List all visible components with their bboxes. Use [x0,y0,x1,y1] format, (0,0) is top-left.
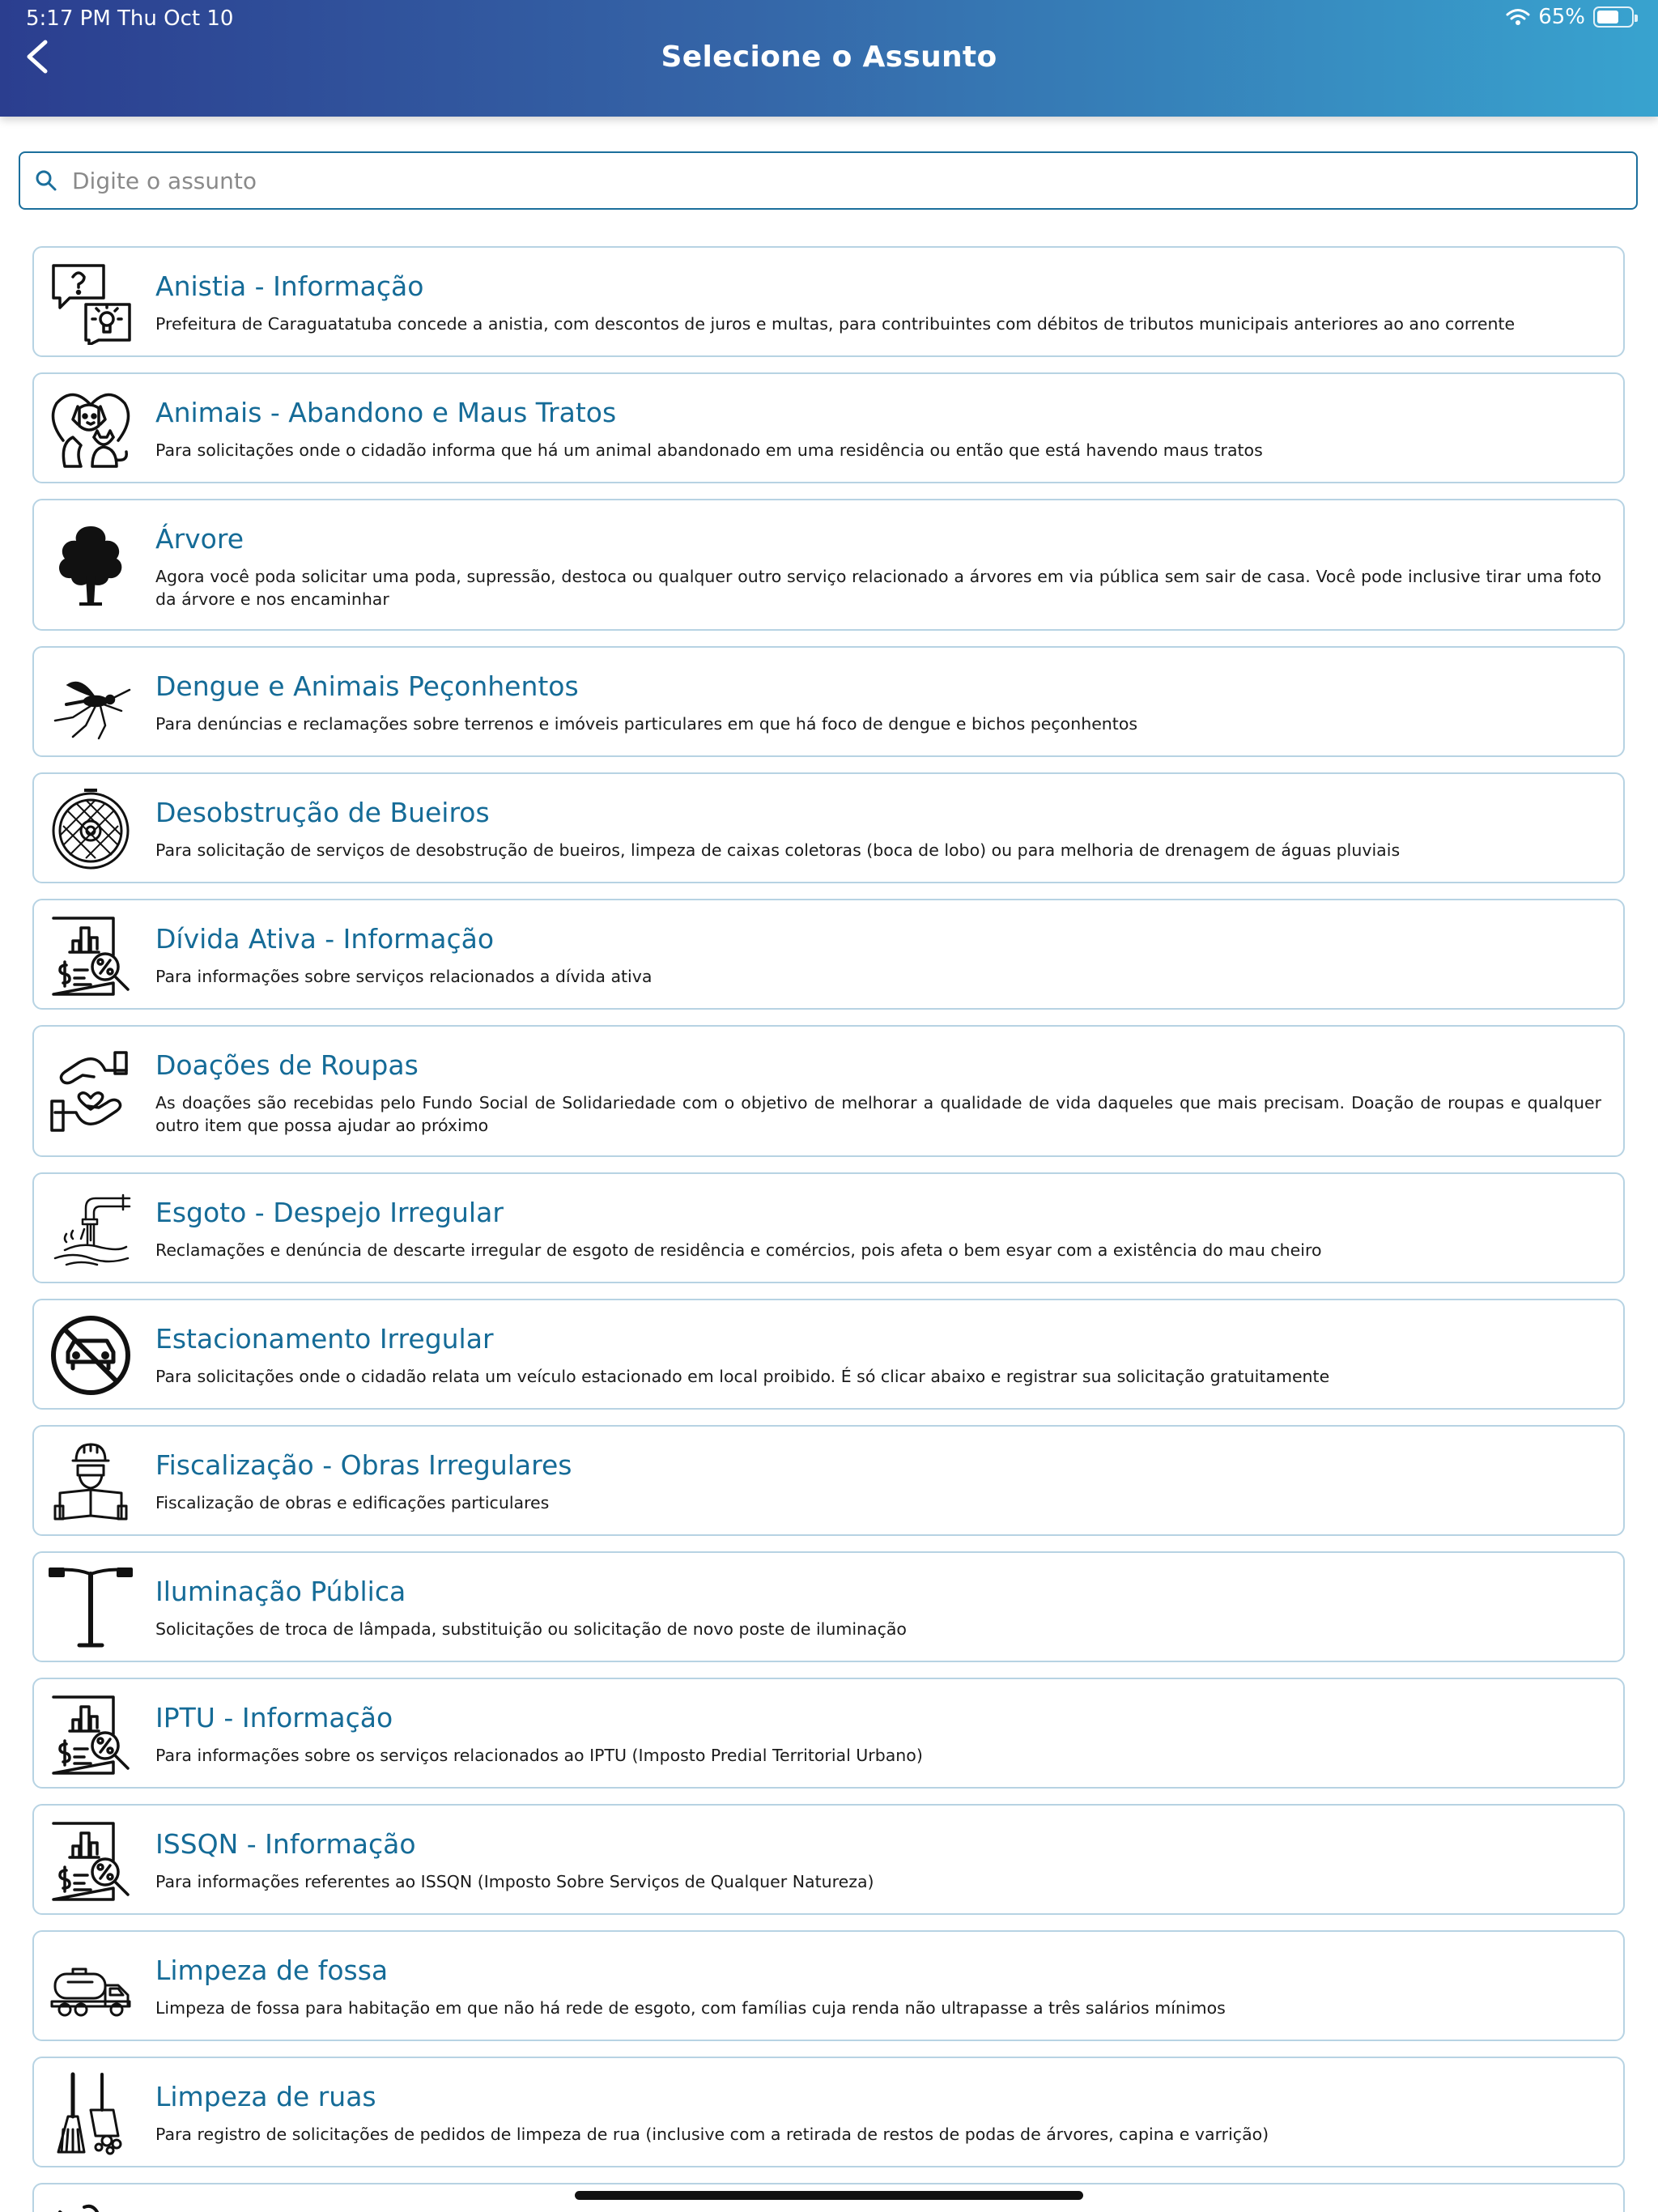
status-date: Thu Oct 10 [117,6,234,31]
search-input[interactable] [72,168,1610,194]
pets-heart-icon [49,387,133,471]
tax-report-icon [49,913,133,998]
subject-card-divida-ativa[interactable] [32,899,1625,1010]
page-title: Selecione o Assunto [661,40,997,74]
subject-title: IPTU - Informação [155,1702,393,1733]
subject-title: Anistia - Informação [155,270,424,302]
subject-card-bueiros[interactable] [32,772,1625,883]
status-indicators [1506,5,1634,29]
subject-card-fiscalizacao[interactable] [32,1425,1625,1536]
status-time: 5:17 PM [26,6,111,31]
subject-title: Dengue e Animais Peçonhentos [155,670,579,702]
subject-title: Esgoto - Despejo Irregular [155,1197,504,1228]
battery-level [1597,11,1618,23]
donation-hands-icon [49,1049,133,1134]
subject-description: Para informações sobre serviços relacionados a dívida ativa [155,967,653,986]
subject-title: ISSQN - Informação [155,1828,416,1860]
subject-title: Estacionamento Irregular [155,1323,494,1355]
subject-card-dengue[interactable] [32,646,1625,757]
tree-icon [49,523,133,607]
tax-report-icon [49,1692,133,1776]
subject-card-anistia[interactable] [32,246,1625,357]
subject-title: Limpeza de ruas [155,2081,376,2112]
subject-description: Para denúncias e reclamações sobre terrenos e imóveis particulares em que há foco de dengue e bichos peçonhentos [155,714,1138,734]
subject-description: Para solicitação de serviços de desobstrução de bueiros, limpeza de caixas coletoras (boca de lobo) ou para melhoria de drenagem de águas pluviais [155,840,1401,860]
partial-icon [49,2197,133,2212]
tank-truck-icon [49,1945,133,2029]
subject-list [32,246,1625,2212]
subject-card-limpeza-fossa[interactable] [32,1930,1625,2041]
construction-inspector-icon [49,1440,133,1524]
subject-card-iluminacao[interactable] [32,1551,1625,1662]
no-parking-car-icon [49,1313,133,1397]
subject-title: Limpeza de fossa [155,1955,389,1986]
app-header [0,0,1658,117]
tax-report-icon [49,1819,133,1903]
subject-description: Para solicitações onde o cidadão informa que há um animal abandonado em uma residência ou então que está havendo maus tratos [155,440,1263,460]
subject-description: Prefeitura de Caraguatatuba concede a anistia, com descontos de juros e multas, para contribuintes com débitos de tributos municipais anteriores ao ano corrente [155,314,1516,334]
battery-percent: 65% [1538,5,1585,29]
subject-description: Limpeza de fossa para habitação em que não há rede de esgoto, com famílias cuja renda não ultrapasse a três salários mínimos [155,1998,1226,2018]
street-lamp-icon [49,1566,133,1650]
subject-description: Para informações sobre os serviços relacionados ao IPTU (Imposto Predial Territorial Urbano) [155,1746,923,1765]
subject-card-esgoto[interactable] [32,1172,1625,1283]
search-box[interactable] [19,151,1638,210]
manhole-icon [49,787,133,871]
subject-card-arvore[interactable] [32,499,1625,631]
sewage-pipe-icon [49,1187,133,1271]
subject-description: Reclamações e denúncia de descarte irregular de esgoto de residência e comércios, pois afeta o bem esyar com a existência do mau cheiro [155,1240,1322,1260]
wifi-icon [1506,7,1530,27]
subject-description: Para registro de solicitações de pedidos de limpeza de rua (inclusive com a retirada de restos de podas de árvores, capina e varrição) [155,2125,1269,2144]
subject-card-issqn[interactable] [32,1804,1625,1915]
subject-card-estacionamento[interactable] [32,1299,1625,1410]
subject-card-animais[interactable] [32,372,1625,483]
subject-card-limpeza-ruas[interactable] [32,2057,1625,2167]
subject-title: Dívida Ativa - Informação [155,923,495,955]
subject-description: Solicitações de troca de lâmpada, substituição ou solicitação de novo poste de iluminação [155,1619,907,1639]
subject-title: Fiscalização - Obras Irregulares [155,1449,572,1481]
subject-title: Desobstrução de Bueiros [155,797,490,828]
subject-title: Animais - Abandono e Maus Tratos [155,397,617,428]
home-indicator[interactable] [575,2191,1083,2200]
subject-card-doacoes[interactable] [32,1025,1625,1157]
subject-description: Para informações referentes ao ISSQN (Imposto Sobre Serviços de Qualquer Natureza) [155,1872,874,1891]
subject-card-iptu[interactable] [32,1678,1625,1789]
battery-icon [1593,6,1634,28]
subject-title: Árvore [155,523,244,555]
mosquito-icon [49,661,133,745]
question-chat-icon [49,261,133,345]
subject-description: Para solicitações onde o cidadão relata um veículo estacionado em local proibido. É só clicar abaixo e registrar sua solicitação gratuitamente [155,1367,1330,1386]
search-icon [35,169,57,192]
broom-icon [49,2071,133,2155]
subject-title: Iluminação Pública [155,1576,406,1607]
subject-description: As doações são recebidas pelo Fundo Social de Solidariedade com o objetivo de melhorar a qualidade de vida daqueles que mais precisam. Doação de roupas e qualquer outro item que possa ajudar ao próximo [155,1093,1601,1135]
subject-description: Agora você poda solicitar uma poda, supressão, destoca ou qualquer outro serviço relacionado a árvores em via pública sem sair de casa. Você pode inclusive tirar uma foto da árvore e nos encaminhar [155,567,1601,609]
subject-description: Fiscalização de obras e edificações particulares [155,1493,550,1512]
subject-title: Doações de Roupas [155,1049,419,1081]
